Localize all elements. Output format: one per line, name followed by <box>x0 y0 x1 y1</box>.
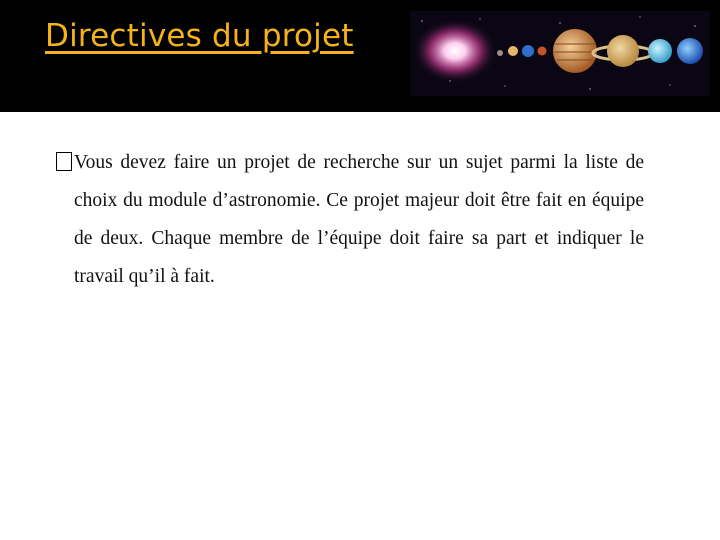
slide-body <box>56 144 644 296</box>
solar-system-planets-image <box>410 11 710 96</box>
slide-title: Directives du projet <box>45 18 354 54</box>
slide-header <box>0 0 720 112</box>
square-bullet-icon <box>56 152 72 171</box>
body-paragraph: Vous devez faire un projet de recherche sur un sujet parmi la liste de choix du module d’astronomie. Ce projet majeur doit être fait en équipe de deux. Chaque membre de l’équipe doit faire sa part et indiquer le travail qu’il à fait. <box>74 152 644 287</box>
